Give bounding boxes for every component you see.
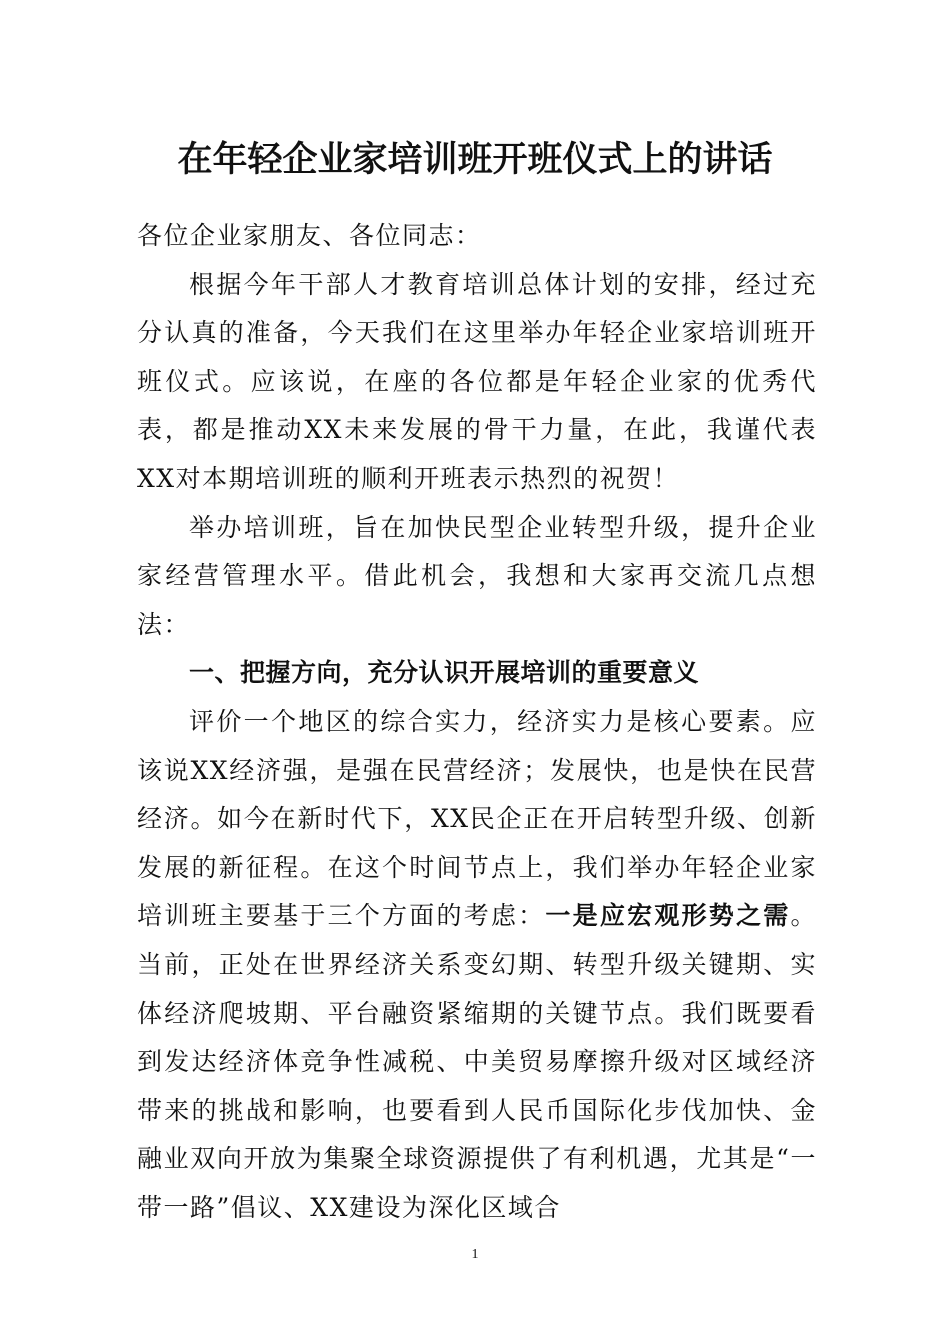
paragraph-3-emphasis: 一是应宏观形势之需 bbox=[545, 901, 791, 931]
salutation: 各位企业家朋友、各位同志： bbox=[137, 221, 482, 250]
paragraph-3 bbox=[137, 698, 817, 1233]
paragraph-1: 根据今年干部人才教育培训总体计划的安排，经过充分认真的准备，今天我们在这里举办年轻企业家培训班开班仪式。应该说，在座的各位都是年轻企业家的优秀代表，都是推动XX未来发展的骨干力量，在此，我谨代表XX对本期培训班的顺利开班表示热烈的祝贺！ bbox=[137, 269, 817, 493]
document-body bbox=[137, 212, 817, 1232]
document-title: 在年轻企业家培训班开班仪式上的讲话 bbox=[177, 139, 773, 180]
paragraph-2: 举办培训班，旨在加快民型企业转型升级，提升企业家经营管理水平。借此机会，我想和大家再交流几点想法： bbox=[137, 512, 817, 639]
paragraph-3-text-end: 。当前，正处在世界经济关系变幻期、转型升级关键期、实体经济爬坡期、平台融资紧缩期的关键节点。我们既要看到发达经济体竞争性减税、中美贸易摩擦升级对区域经济带来的挑战和影响，也要看到人民币国际化步伐加快、金融业双向开放为集聚全球资源提供了有利机遇，尤其是“一带一路”倡议、XX建设为深化区域合 bbox=[137, 901, 817, 1222]
paragraph-3-text-start: 评价一个地区的综合实力，经济实力是核心要素。应该说XX经济强，是强在民营经济；发展快，也是快在民营经济。如今在新时代下，XX民企正在开启转型升级、创新发展的新征程。在这个时间节点上，我们举办年轻企业家培训班主要基于三个方面的考虑： bbox=[137, 706, 817, 931]
page-number: 1 bbox=[471, 1247, 479, 1262]
section-heading-1: 一、把握方向，充分认识开展培训的重要意义 bbox=[189, 658, 700, 688]
